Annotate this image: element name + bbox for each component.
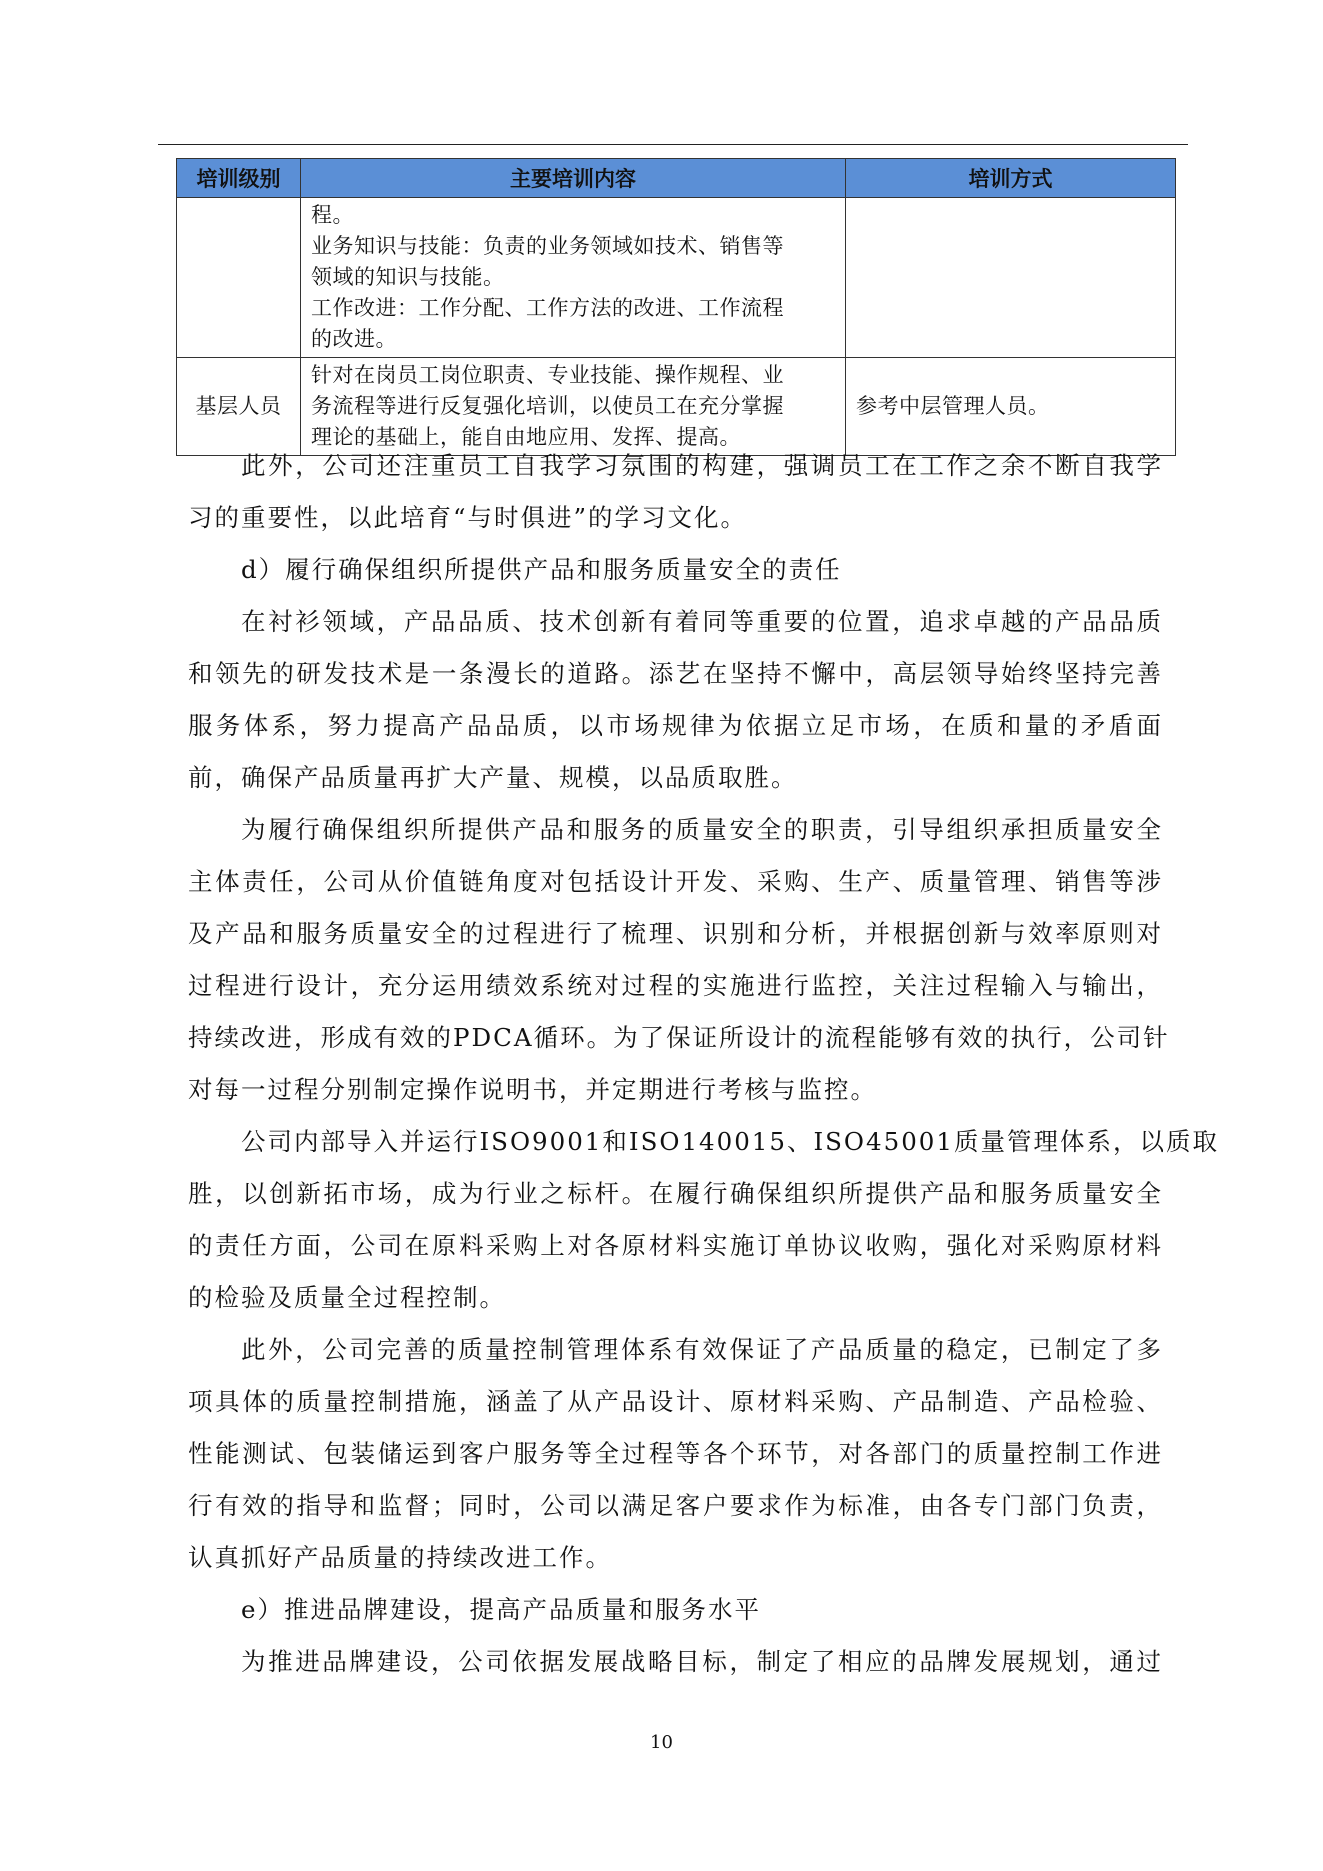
paragraph-line: 此外，公司完善的质量控制管理体系有效保证了产品质量的稳定，已制定了多 <box>241 1335 1163 1364</box>
page-number: 10 <box>650 1732 673 1753</box>
header-training-level: 培训级别 <box>177 159 301 198</box>
training-table <box>176 158 1176 456</box>
paragraph-line: 公司内部导入并运行ISO9001和ISO140015、ISO45001质量管理体系，以质取 <box>241 1127 1219 1156</box>
cell-method <box>846 198 1176 358</box>
header-training-method: 培训方式 <box>846 159 1176 198</box>
table-row <box>177 198 1176 358</box>
paragraph-line: 的责任方面，公司在原料采购上对各原材料实施订单协议收购，强化对采购原材料 <box>188 1231 1163 1260</box>
cell-content-line: 的改进。 <box>311 327 397 351</box>
paragraph-line: 及产品和服务质量安全的过程进行了梳理、识别和分析，并根据创新与效率原则对 <box>188 919 1163 948</box>
body-text <box>188 440 1219 1688</box>
cell-content-line: 针对在岗员工岗位职责、专业技能、操作规程、业 <box>311 363 784 387</box>
cell-content-line: 务流程等进行反复强化培训，以使员工在充分掌握 <box>311 394 784 418</box>
cell-level <box>177 198 301 358</box>
paragraph-line: 前，确保产品质量再扩大产量、规模，以品质取胜。 <box>188 763 798 792</box>
paragraph-line: 认真抓好产品质量的持续改进工作。 <box>188 1543 612 1572</box>
paragraph-line: 胜，以创新拓市场，成为行业之标杆。在履行确保组织所提供产品和服务质量安全 <box>188 1179 1163 1208</box>
cell-content-line: 程。 <box>311 203 354 227</box>
paragraph-line: 在衬衫领域，产品品质、技术创新有着同等重要的位置，追求卓越的产品品质 <box>241 607 1163 636</box>
paragraph-line: 为推进品牌建设，公司依据发展战略目标，制定了相应的品牌发展规划，通过 <box>241 1647 1163 1676</box>
paragraph-line: 项具体的质量控制措施，涵盖了从产品设计、原材料采购、产品制造、产品检验、 <box>188 1387 1163 1416</box>
section-heading-e: e）推进品牌建设，提高产品质量和服务水平 <box>241 1595 761 1624</box>
paragraph-line: 的检验及质量全过程控制。 <box>188 1283 506 1312</box>
paragraph-line: 性能测试、包装储运到客户服务等全过程等各个环节，对各部门的质量控制工作进 <box>188 1439 1163 1468</box>
section-heading-d: d）履行确保组织所提供产品和服务质量安全的责任 <box>241 555 842 584</box>
cell-content-line: 业务知识与技能：负责的业务领域如技术、销售等 <box>311 234 784 258</box>
cell-content-line: 理论的基础上，能自由地应用、发挥、提高。 <box>311 425 741 449</box>
cell-content-line: 领域的知识与技能。 <box>311 265 505 289</box>
paragraph-line: 习的重要性，以此培育“与时俱进”的学习文化。 <box>188 503 748 532</box>
cell-method: 参考中层管理人员。 <box>846 358 1176 456</box>
paragraph-line: 为履行确保组织所提供产品和服务的质量安全的职责，引导组织承担质量安全 <box>241 815 1163 844</box>
paragraph-line: 过程进行设计，充分运用绩效系统对过程的实施进行监控，关注过程输入与输出， <box>188 971 1163 1000</box>
cell-content-line: 工作改进：工作分配、工作方法的改进、工作流程 <box>311 296 784 320</box>
cell-level: 基层人员 <box>177 358 301 456</box>
header-training-content: 主要培训内容 <box>301 159 846 198</box>
paragraph-line: 主体责任，公司从价值链角度对包括设计开发、采购、生产、质量管理、销售等涉 <box>188 867 1163 896</box>
paragraph-line: 和领先的研发技术是一条漫长的道路。添艺在坚持不懈中，高层领导始终坚持完善 <box>188 659 1163 688</box>
cell-content <box>301 198 846 358</box>
paragraph-line: 服务体系，努力提高产品品质，以市场规律为依据立足市场，在质和量的矛盾面 <box>188 711 1163 740</box>
header-rule <box>158 144 1188 145</box>
paragraph-line: 行有效的指导和监督；同时，公司以满足客户要求作为标准，由各专门部门负责， <box>188 1491 1163 1520</box>
paragraph-line: 此外，公司还注重员工自我学习氛围的构建，强调员工在工作之余不断自我学 <box>241 451 1163 480</box>
paragraph-line: 持续改进，形成有效的PDCA循环。为了保证所设计的流程能够有效的执行，公司针 <box>188 1023 1170 1052</box>
paragraph-line: 对每一过程分别制定操作说明书，并定期进行考核与监控。 <box>188 1075 877 1104</box>
table-header-row <box>177 159 1176 198</box>
